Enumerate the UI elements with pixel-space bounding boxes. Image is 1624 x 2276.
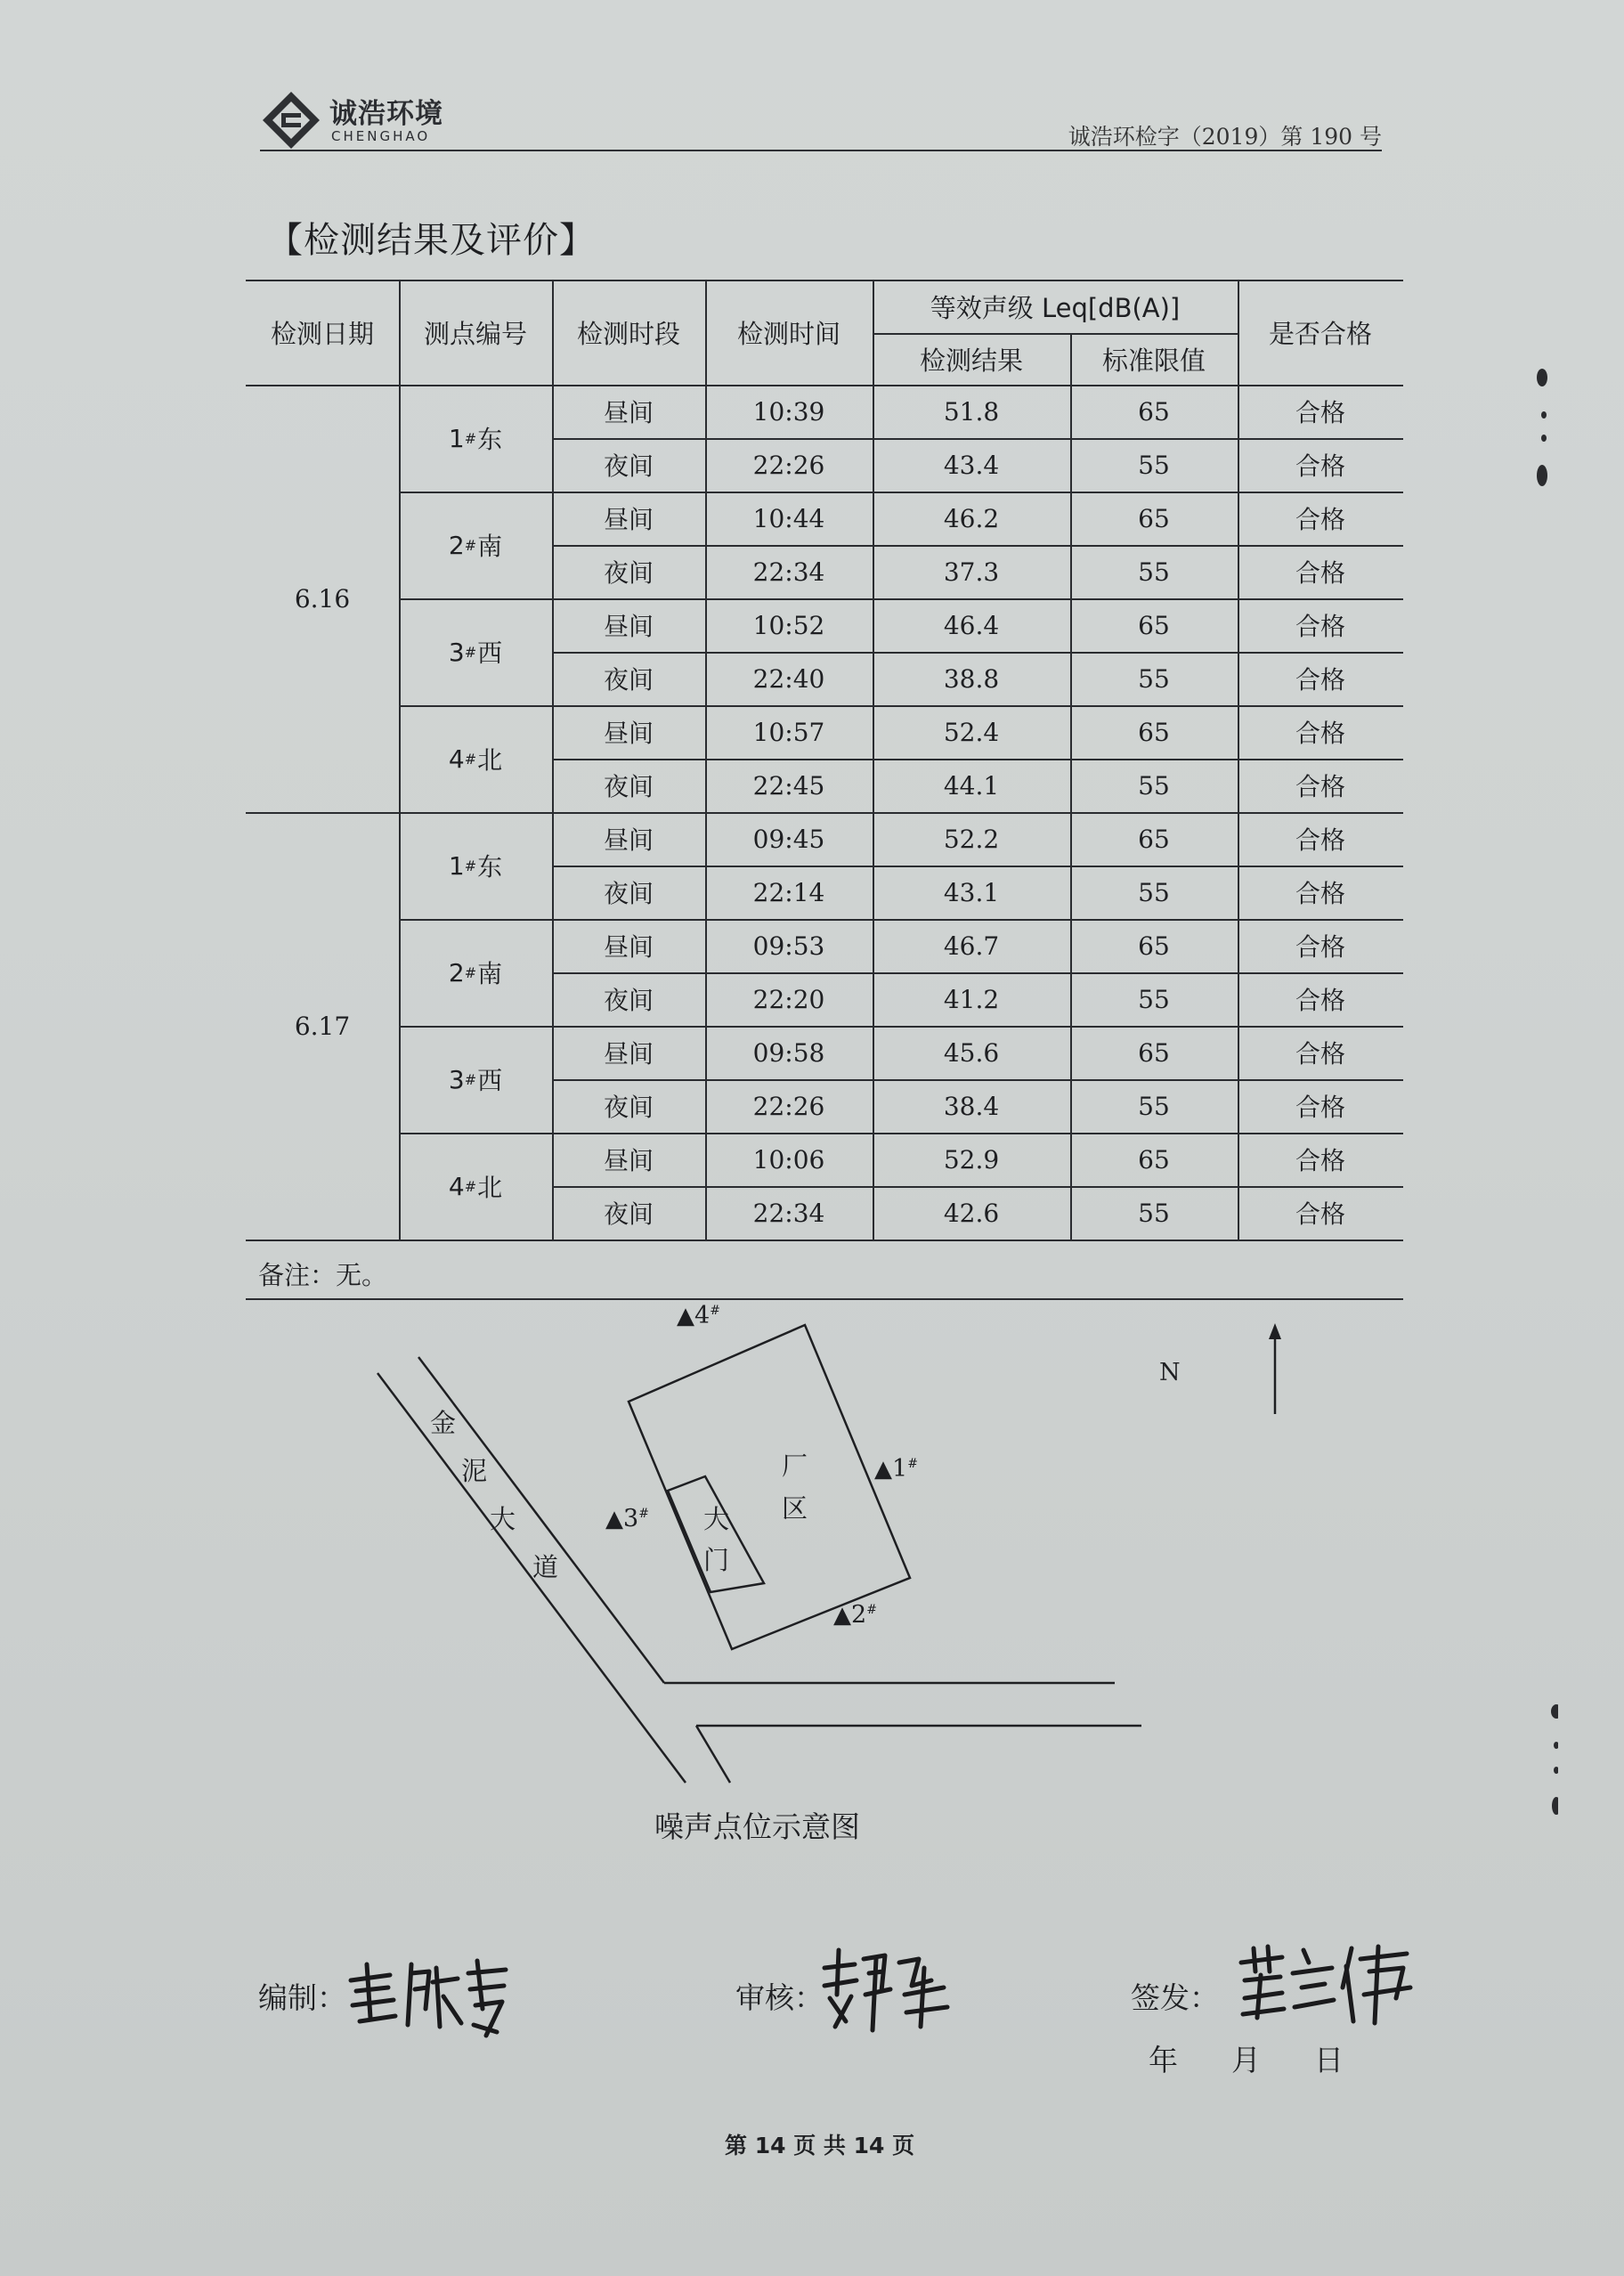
binding-holes [1531, 365, 1558, 1825]
time-cell: 22:20 [752, 984, 825, 1014]
pass-cell: 合格 [1295, 398, 1345, 427]
period-cell: 夜间 [603, 665, 654, 695]
time-cell: 09:58 [752, 1037, 825, 1068]
limit-cell: 65 [1138, 396, 1170, 427]
time-cell: 22:45 [752, 770, 825, 801]
plant-label-char: 区 [782, 1493, 808, 1524]
header-divider [260, 150, 1382, 151]
point-cell [399, 385, 552, 492]
period-cell: 昼间 [603, 719, 654, 748]
limit-cell: 55 [1138, 663, 1170, 694]
result-cell: 51.8 [943, 396, 1000, 427]
time-cell: 10:06 [752, 1144, 825, 1175]
limit-cell: 65 [1138, 610, 1170, 640]
pass-cell: 合格 [1295, 825, 1345, 855]
pass-cell: 合格 [1295, 986, 1345, 1015]
header-limit: 标准限值 [1101, 345, 1206, 376]
reviewed-by-label: 审核： [735, 1980, 824, 2015]
header-period: 检测时段 [576, 318, 680, 349]
limit-cell: 55 [1138, 1198, 1170, 1228]
point-mark: # [464, 963, 477, 981]
header-time: 检测时间 [736, 318, 840, 349]
point-mark: # [464, 857, 477, 874]
date-cell: 6.16 [294, 583, 351, 614]
period-cell: 昼间 [603, 398, 654, 427]
result-cell: 46.7 [943, 931, 1000, 961]
header-result: 检测结果 [919, 345, 1023, 376]
pass-cell: 合格 [1295, 1199, 1345, 1229]
point-mark: # [464, 429, 477, 447]
issued-by-signature [1236, 1936, 1414, 2028]
issued-by-label: 签发： [1131, 1980, 1219, 2015]
limit-cell: 55 [1138, 984, 1170, 1014]
date-cell: 6.17 [294, 1011, 351, 1041]
point-direction: 北 [477, 1173, 503, 1202]
pass-cell: 合格 [1295, 451, 1345, 481]
point-direction: 西 [477, 1066, 503, 1095]
time-cell: 22:34 [752, 557, 825, 587]
pass-cell: 合格 [1295, 558, 1345, 588]
point-cell [399, 1026, 552, 1133]
result-cell: 43.4 [943, 450, 1000, 480]
result-cell: 46.4 [943, 610, 1000, 640]
time-cell: 10:57 [752, 717, 825, 747]
time-cell: 22:14 [752, 877, 825, 907]
header-pass: 是否合格 [1268, 318, 1372, 349]
period-cell: 夜间 [603, 558, 654, 588]
result-cell: 37.3 [943, 557, 1000, 587]
pass-cell: 合格 [1295, 1039, 1345, 1069]
period-cell: 夜间 [603, 879, 654, 908]
triangle-marker-icon: ▲ [605, 1506, 623, 1532]
pass-cell: 合格 [1295, 932, 1345, 962]
date-month: 月 [1231, 2043, 1261, 2077]
road-label-char: 金 [430, 1408, 457, 1438]
point-cell [399, 705, 552, 812]
limit-cell: 65 [1138, 931, 1170, 961]
limit-cell: 65 [1138, 503, 1170, 533]
limit-cell: 65 [1138, 1037, 1170, 1068]
pass-cell: 合格 [1295, 1093, 1345, 1122]
point-number: 2 [448, 957, 465, 988]
time-cell: 22:34 [752, 1198, 825, 1228]
document-number: 诚浩环检字（2019）第 190 号 [1068, 124, 1382, 150]
limit-cell: 55 [1138, 770, 1170, 801]
point-number: 4 [448, 744, 465, 774]
result-cell: 44.1 [943, 770, 1000, 801]
period-cell: 夜间 [603, 1199, 654, 1229]
table-row-rule [246, 1240, 1403, 1241]
point-direction: 东 [477, 425, 503, 454]
north-label: N [1159, 1359, 1181, 1386]
date-year: 年 [1149, 2043, 1178, 2077]
map-caption: 噪声点位示意图 [654, 1809, 860, 1844]
time-cell: 10:39 [752, 396, 825, 427]
table-remark: 备注：无。 [258, 1260, 388, 1290]
header-point: 测点编号 [423, 318, 527, 349]
result-cell: 41.2 [943, 984, 1000, 1014]
measure-point-2: ▲2# [833, 1601, 877, 1629]
section-title: 【检测结果及评价】 [267, 220, 596, 261]
point-direction: 北 [477, 745, 503, 775]
chenghao-logo-icon [260, 89, 322, 151]
result-cell: 38.4 [943, 1091, 1000, 1121]
point-number: 1 [448, 423, 465, 453]
limit-cell: 65 [1138, 1144, 1170, 1175]
measure-point-1: ▲1# [874, 1455, 918, 1483]
point-number: 1 [448, 850, 465, 881]
limit-cell: 55 [1138, 450, 1170, 480]
time-cell: 10:44 [752, 503, 825, 533]
point-mark: # [464, 536, 477, 554]
triangle-marker-icon: ▲ [874, 1456, 892, 1483]
result-cell: 43.1 [943, 877, 1000, 907]
company-logo [260, 85, 474, 157]
period-cell: 夜间 [603, 1093, 654, 1122]
noise-point-map [338, 1302, 1353, 1818]
time-cell: 10:52 [752, 610, 825, 640]
point-direction: 东 [477, 852, 503, 882]
time-cell: 22:26 [752, 1091, 825, 1121]
pass-cell: 合格 [1295, 879, 1345, 908]
road-label-char: 大 [490, 1504, 516, 1534]
road-edge-outer [378, 1373, 686, 1783]
period-cell: 昼间 [603, 932, 654, 962]
road-label-char: 道 [532, 1552, 559, 1582]
reviewed-by-signature [819, 1941, 953, 2039]
period-cell: 昼间 [603, 1146, 654, 1175]
pass-cell: 合格 [1295, 612, 1345, 641]
pass-cell: 合格 [1295, 665, 1345, 695]
company-name-cn: 诚浩环境 [329, 98, 443, 130]
measure-point-3: ▲3# [605, 1505, 649, 1532]
pass-cell: 合格 [1295, 1146, 1345, 1175]
period-cell: 夜间 [603, 451, 654, 481]
limit-cell: 65 [1138, 717, 1170, 747]
point-number: 3 [448, 637, 465, 667]
point-cell [399, 1133, 552, 1240]
triangle-marker-icon: ▲ [833, 1602, 851, 1629]
period-cell: 昼间 [603, 505, 654, 534]
north-arrow-head [1269, 1323, 1281, 1339]
limit-cell: 55 [1138, 877, 1170, 907]
page-footer: 第 14 页 共 14 页 [725, 2133, 915, 2158]
result-cell: 52.4 [943, 717, 1000, 747]
point-mark: # [464, 643, 477, 661]
point-direction: 南 [477, 959, 503, 988]
period-cell: 夜间 [603, 986, 654, 1015]
pass-cell: 合格 [1295, 772, 1345, 801]
time-cell: 09:53 [752, 931, 825, 961]
noise-results-table [246, 280, 1403, 1247]
period-cell: 夜间 [603, 772, 654, 801]
measure-point-4: ▲4# [677, 1302, 720, 1329]
result-cell: 45.6 [943, 1037, 1000, 1068]
gate-label-char: 大 [703, 1504, 730, 1534]
date-day: 日 [1314, 2043, 1344, 2077]
side-road-end [696, 1726, 730, 1783]
pass-cell: 合格 [1295, 505, 1345, 534]
compiled-by-label: 编制： [258, 1980, 346, 2015]
point-number: 4 [448, 1171, 465, 1201]
map-drawing [338, 1302, 1353, 1818]
time-cell: 22:40 [752, 663, 825, 694]
point-cell [399, 812, 552, 919]
time-cell: 22:26 [752, 450, 825, 480]
point-cell [399, 919, 552, 1026]
time-cell: 09:45 [752, 824, 825, 854]
point-mark: # [464, 1070, 477, 1088]
limit-cell: 65 [1138, 824, 1170, 854]
plant-label-char: 厂 [782, 1451, 808, 1481]
result-cell: 52.9 [943, 1144, 1000, 1175]
point-number: 3 [448, 1064, 465, 1094]
company-name-en: CHENGHAO [331, 128, 431, 144]
signature-date [1149, 2037, 1397, 2079]
limit-cell: 55 [1138, 557, 1170, 587]
point-cell [399, 598, 552, 705]
point-direction: 南 [477, 532, 503, 561]
result-cell: 38.8 [943, 663, 1000, 694]
period-cell: 昼间 [603, 1039, 654, 1069]
pass-cell: 合格 [1295, 719, 1345, 748]
result-cell: 42.6 [943, 1198, 1000, 1228]
limit-cell: 55 [1138, 1091, 1170, 1121]
point-number: 2 [448, 530, 465, 560]
point-direction: 西 [477, 638, 503, 668]
road-label-char: 泥 [461, 1456, 488, 1486]
period-cell: 昼间 [603, 612, 654, 641]
point-mark: # [464, 750, 477, 768]
point-mark: # [464, 1177, 477, 1195]
period-cell: 昼间 [603, 825, 654, 855]
header-date: 检测日期 [270, 318, 374, 349]
result-cell: 52.2 [943, 824, 1000, 854]
triangle-marker-icon: ▲ [677, 1303, 694, 1329]
header-leq: 等效声级 Leq[dB(A)] [930, 292, 1181, 323]
gate-label-char: 门 [703, 1545, 730, 1575]
remark-divider [246, 1298, 1403, 1300]
result-cell: 46.2 [943, 503, 1000, 533]
point-cell [399, 492, 552, 598]
compiled-by-signature [344, 1947, 513, 2044]
